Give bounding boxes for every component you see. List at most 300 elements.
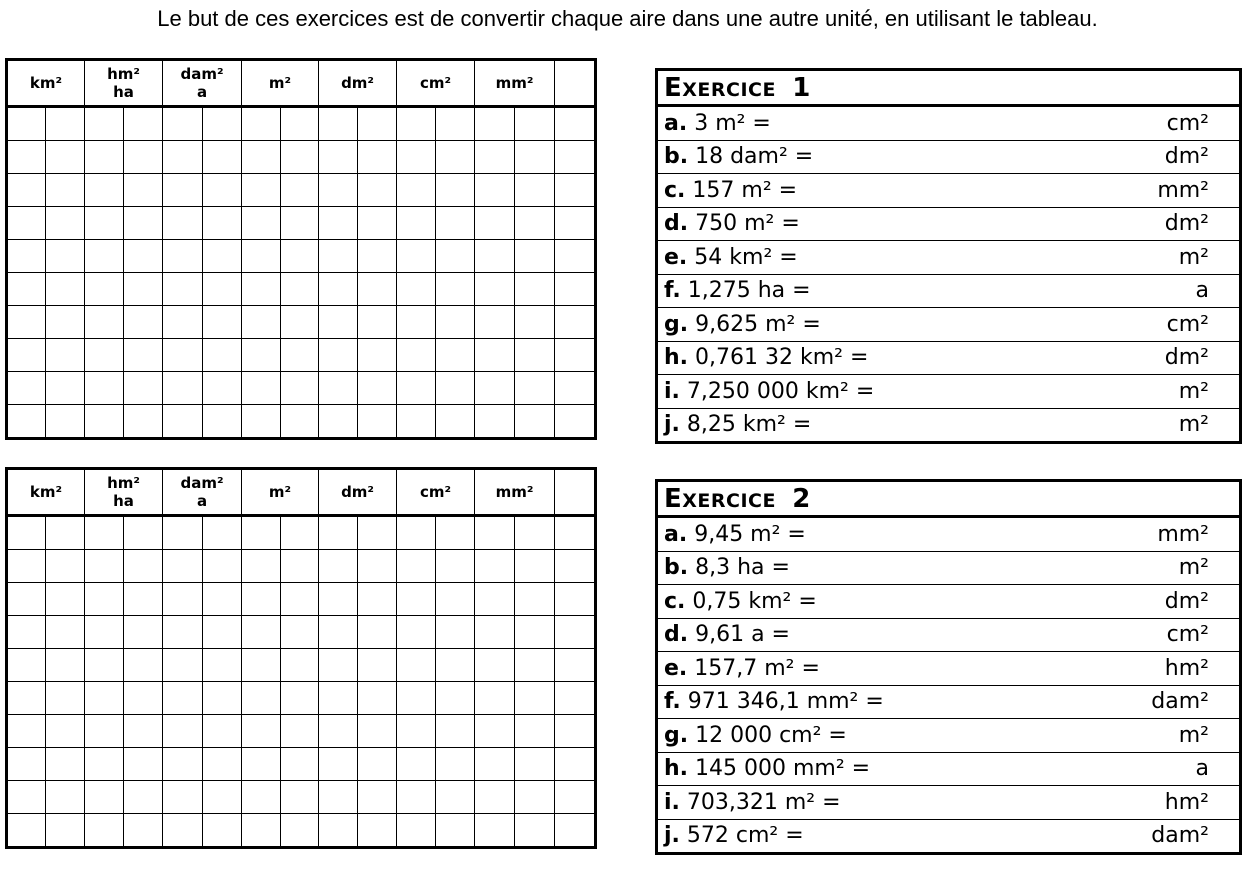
grid-cell[interactable]	[319, 814, 358, 848]
grid-cell[interactable]	[397, 814, 436, 848]
grid-cell[interactable]	[85, 715, 124, 748]
grid-cell[interactable]	[515, 748, 555, 781]
grid-cell[interactable]	[319, 174, 358, 207]
grid-cell[interactable]	[436, 682, 475, 715]
grid-cell[interactable]	[358, 715, 397, 748]
grid-cell[interactable]	[475, 814, 515, 848]
grid-cell[interactable]	[397, 405, 436, 439]
grid-cell[interactable]	[515, 207, 555, 240]
grid-cell[interactable]	[281, 516, 319, 550]
grid-cell[interactable]	[124, 649, 163, 682]
grid-cell[interactable]	[163, 240, 203, 273]
grid-cell[interactable]	[319, 649, 358, 682]
grid-cell[interactable]	[319, 616, 358, 649]
grid-cell[interactable]	[475, 649, 515, 682]
grid-cell[interactable]	[319, 405, 358, 439]
grid-cell[interactable]	[397, 781, 436, 814]
grid-cell[interactable]	[475, 682, 515, 715]
grid-cell[interactable]	[475, 748, 515, 781]
grid-cell[interactable]	[281, 405, 319, 439]
grid-cell[interactable]	[281, 207, 319, 240]
grid-cell[interactable]	[515, 649, 555, 682]
grid-cell[interactable]	[358, 141, 397, 174]
grid-cell[interactable]	[358, 682, 397, 715]
grid-cell[interactable]	[475, 141, 515, 174]
grid-cell[interactable]	[7, 516, 46, 550]
grid-cell[interactable]	[358, 516, 397, 550]
grid-cell[interactable]	[203, 583, 242, 616]
grid-cell[interactable]	[163, 781, 203, 814]
grid-cell[interactable]	[555, 273, 596, 306]
grid-cell[interactable]	[85, 107, 124, 141]
grid-cell[interactable]	[85, 649, 124, 682]
grid-cell[interactable]	[319, 516, 358, 550]
grid-cell[interactable]	[7, 141, 46, 174]
grid-cell[interactable]	[203, 141, 242, 174]
grid-cell[interactable]	[7, 781, 46, 814]
grid-cell[interactable]	[358, 207, 397, 240]
grid-cell[interactable]	[281, 339, 319, 372]
grid-cell[interactable]	[358, 781, 397, 814]
grid-cell[interactable]	[7, 174, 46, 207]
grid-cell[interactable]	[7, 649, 46, 682]
grid-cell[interactable]	[46, 583, 85, 616]
grid-cell[interactable]	[163, 273, 203, 306]
grid-cell[interactable]	[358, 107, 397, 141]
grid-cell[interactable]	[124, 372, 163, 405]
grid-cell[interactable]	[281, 682, 319, 715]
grid-cell[interactable]	[475, 107, 515, 141]
grid-cell[interactable]	[46, 240, 85, 273]
grid-cell[interactable]	[85, 372, 124, 405]
grid-cell[interactable]	[555, 682, 596, 715]
grid-cell[interactable]	[163, 616, 203, 649]
grid-cell[interactable]	[475, 405, 515, 439]
grid-cell[interactable]	[397, 516, 436, 550]
grid-cell[interactable]	[46, 372, 85, 405]
grid-cell[interactable]	[358, 748, 397, 781]
grid-cell[interactable]	[203, 682, 242, 715]
grid-cell[interactable]	[203, 516, 242, 550]
grid-cell[interactable]	[46, 339, 85, 372]
grid-cell[interactable]	[358, 550, 397, 583]
grid-cell[interactable]	[436, 814, 475, 848]
grid-cell[interactable]	[124, 107, 163, 141]
grid-cell[interactable]	[319, 339, 358, 372]
grid-cell[interactable]	[281, 550, 319, 583]
grid-cell[interactable]	[124, 174, 163, 207]
grid-cell[interactable]	[397, 616, 436, 649]
grid-cell[interactable]	[124, 273, 163, 306]
grid-cell[interactable]	[397, 207, 436, 240]
grid-cell[interactable]	[163, 649, 203, 682]
grid-cell[interactable]	[358, 649, 397, 682]
grid-cell[interactable]	[242, 339, 281, 372]
grid-cell[interactable]	[203, 306, 242, 339]
grid-cell[interactable]	[163, 682, 203, 715]
grid-cell[interactable]	[515, 781, 555, 814]
grid-cell[interactable]	[475, 715, 515, 748]
grid-cell[interactable]	[46, 748, 85, 781]
grid-cell[interactable]	[555, 781, 596, 814]
grid-cell[interactable]	[7, 682, 46, 715]
grid-cell[interactable]	[475, 372, 515, 405]
grid-cell[interactable]	[7, 207, 46, 240]
grid-cell[interactable]	[358, 273, 397, 306]
grid-cell[interactable]	[319, 781, 358, 814]
grid-cell[interactable]	[358, 372, 397, 405]
grid-cell[interactable]	[203, 649, 242, 682]
grid-cell[interactable]	[203, 107, 242, 141]
grid-cell[interactable]	[555, 550, 596, 583]
grid-cell[interactable]	[46, 781, 85, 814]
grid-cell[interactable]	[515, 682, 555, 715]
grid-cell[interactable]	[319, 107, 358, 141]
grid-cell[interactable]	[436, 107, 475, 141]
grid-cell[interactable]	[7, 372, 46, 405]
grid-cell[interactable]	[515, 516, 555, 550]
grid-cell[interactable]	[85, 240, 124, 273]
grid-cell[interactable]	[163, 174, 203, 207]
grid-cell[interactable]	[124, 715, 163, 748]
grid-cell[interactable]	[7, 306, 46, 339]
grid-cell[interactable]	[7, 273, 46, 306]
grid-cell[interactable]	[358, 339, 397, 372]
grid-cell[interactable]	[242, 616, 281, 649]
grid-cell[interactable]	[46, 107, 85, 141]
grid-cell[interactable]	[124, 682, 163, 715]
grid-cell[interactable]	[358, 814, 397, 848]
grid-cell[interactable]	[397, 107, 436, 141]
grid-cell[interactable]	[7, 583, 46, 616]
grid-cell[interactable]	[163, 107, 203, 141]
grid-cell[interactable]	[319, 306, 358, 339]
grid-cell[interactable]	[203, 207, 242, 240]
grid-cell[interactable]	[124, 207, 163, 240]
grid-cell[interactable]	[203, 405, 242, 439]
grid-cell[interactable]	[85, 616, 124, 649]
grid-cell[interactable]	[242, 405, 281, 439]
grid-cell[interactable]	[163, 306, 203, 339]
grid-cell[interactable]	[242, 141, 281, 174]
grid-cell[interactable]	[475, 240, 515, 273]
grid-cell[interactable]	[203, 616, 242, 649]
grid-cell[interactable]	[7, 107, 46, 141]
grid-cell[interactable]	[124, 141, 163, 174]
grid-cell[interactable]	[124, 748, 163, 781]
grid-cell[interactable]	[163, 583, 203, 616]
grid-cell[interactable]	[163, 715, 203, 748]
grid-cell[interactable]	[319, 682, 358, 715]
grid-cell[interactable]	[515, 814, 555, 848]
grid-cell[interactable]	[281, 240, 319, 273]
grid-cell[interactable]	[85, 781, 124, 814]
grid-cell[interactable]	[475, 174, 515, 207]
grid-cell[interactable]	[124, 616, 163, 649]
grid-cell[interactable]	[203, 715, 242, 748]
grid-cell[interactable]	[85, 339, 124, 372]
grid-cell[interactable]	[163, 141, 203, 174]
grid-cell[interactable]	[46, 814, 85, 848]
grid-cell[interactable]	[85, 682, 124, 715]
grid-cell[interactable]	[555, 814, 596, 848]
grid-cell[interactable]	[281, 372, 319, 405]
grid-cell[interactable]	[242, 814, 281, 848]
grid-cell[interactable]	[281, 748, 319, 781]
grid-cell[interactable]	[281, 814, 319, 848]
grid-cell[interactable]	[358, 405, 397, 439]
grid-cell[interactable]	[163, 405, 203, 439]
grid-cell[interactable]	[85, 207, 124, 240]
grid-cell[interactable]	[436, 273, 475, 306]
grid-cell[interactable]	[555, 616, 596, 649]
grid-cell[interactable]	[475, 616, 515, 649]
grid-cell[interactable]	[242, 715, 281, 748]
grid-cell[interactable]	[242, 306, 281, 339]
grid-cell[interactable]	[515, 550, 555, 583]
grid-cell[interactable]	[281, 715, 319, 748]
grid-cell[interactable]	[7, 405, 46, 439]
grid-cell[interactable]	[515, 339, 555, 372]
grid-cell[interactable]	[281, 273, 319, 306]
grid-cell[interactable]	[281, 306, 319, 339]
grid-cell[interactable]	[46, 516, 85, 550]
grid-cell[interactable]	[397, 306, 436, 339]
grid-cell[interactable]	[555, 174, 596, 207]
grid-cell[interactable]	[436, 550, 475, 583]
grid-cell[interactable]	[124, 516, 163, 550]
grid-cell[interactable]	[555, 649, 596, 682]
grid-cell[interactable]	[555, 372, 596, 405]
grid-cell[interactable]	[397, 649, 436, 682]
grid-cell[interactable]	[85, 273, 124, 306]
grid-cell[interactable]	[436, 339, 475, 372]
grid-cell[interactable]	[475, 207, 515, 240]
grid-cell[interactable]	[319, 273, 358, 306]
grid-cell[interactable]	[7, 339, 46, 372]
grid-cell[interactable]	[319, 240, 358, 273]
grid-cell[interactable]	[85, 306, 124, 339]
grid-cell[interactable]	[555, 405, 596, 439]
grid-cell[interactable]	[242, 207, 281, 240]
grid-cell[interactable]	[46, 405, 85, 439]
grid-cell[interactable]	[124, 405, 163, 439]
grid-cell[interactable]	[515, 107, 555, 141]
grid-cell[interactable]	[46, 273, 85, 306]
grid-cell[interactable]	[124, 339, 163, 372]
grid-cell[interactable]	[203, 550, 242, 583]
grid-cell[interactable]	[281, 583, 319, 616]
grid-cell[interactable]	[85, 516, 124, 550]
grid-cell[interactable]	[242, 107, 281, 141]
grid-cell[interactable]	[397, 583, 436, 616]
grid-cell[interactable]	[163, 814, 203, 848]
grid-cell[interactable]	[203, 273, 242, 306]
grid-cell[interactable]	[281, 141, 319, 174]
grid-cell[interactable]	[515, 616, 555, 649]
grid-cell[interactable]	[319, 715, 358, 748]
grid-cell[interactable]	[358, 583, 397, 616]
grid-cell[interactable]	[555, 583, 596, 616]
grid-cell[interactable]	[436, 141, 475, 174]
grid-cell[interactable]	[163, 516, 203, 550]
grid-cell[interactable]	[475, 273, 515, 306]
grid-cell[interactable]	[397, 240, 436, 273]
grid-cell[interactable]	[242, 174, 281, 207]
grid-cell[interactable]	[436, 516, 475, 550]
grid-cell[interactable]	[515, 583, 555, 616]
grid-cell[interactable]	[475, 781, 515, 814]
grid-cell[interactable]	[436, 372, 475, 405]
grid-cell[interactable]	[46, 649, 85, 682]
grid-cell[interactable]	[7, 814, 46, 848]
grid-cell[interactable]	[242, 550, 281, 583]
grid-cell[interactable]	[436, 207, 475, 240]
grid-cell[interactable]	[203, 748, 242, 781]
grid-cell[interactable]	[515, 174, 555, 207]
grid-cell[interactable]	[436, 240, 475, 273]
grid-cell[interactable]	[46, 306, 85, 339]
grid-cell[interactable]	[515, 273, 555, 306]
grid-cell[interactable]	[358, 306, 397, 339]
grid-cell[interactable]	[555, 516, 596, 550]
grid-cell[interactable]	[242, 240, 281, 273]
grid-cell[interactable]	[85, 814, 124, 848]
grid-cell[interactable]	[436, 715, 475, 748]
grid-cell[interactable]	[203, 372, 242, 405]
grid-cell[interactable]	[281, 616, 319, 649]
grid-cell[interactable]	[7, 616, 46, 649]
grid-cell[interactable]	[555, 107, 596, 141]
grid-cell[interactable]	[46, 141, 85, 174]
grid-cell[interactable]	[436, 649, 475, 682]
grid-cell[interactable]	[85, 174, 124, 207]
grid-cell[interactable]	[319, 372, 358, 405]
grid-cell[interactable]	[436, 781, 475, 814]
grid-cell[interactable]	[85, 748, 124, 781]
grid-cell[interactable]	[242, 583, 281, 616]
grid-cell[interactable]	[397, 372, 436, 405]
grid-cell[interactable]	[281, 649, 319, 682]
grid-cell[interactable]	[242, 748, 281, 781]
grid-cell[interactable]	[124, 240, 163, 273]
grid-cell[interactable]	[397, 748, 436, 781]
grid-cell[interactable]	[555, 306, 596, 339]
grid-cell[interactable]	[319, 748, 358, 781]
grid-cell[interactable]	[281, 107, 319, 141]
grid-cell[interactable]	[7, 240, 46, 273]
grid-cell[interactable]	[475, 306, 515, 339]
grid-cell[interactable]	[475, 516, 515, 550]
grid-cell[interactable]	[242, 781, 281, 814]
grid-cell[interactable]	[124, 550, 163, 583]
grid-cell[interactable]	[319, 550, 358, 583]
grid-cell[interactable]	[475, 550, 515, 583]
grid-cell[interactable]	[124, 583, 163, 616]
grid-cell[interactable]	[85, 141, 124, 174]
grid-cell[interactable]	[358, 616, 397, 649]
grid-cell[interactable]	[203, 814, 242, 848]
grid-cell[interactable]	[397, 550, 436, 583]
grid-cell[interactable]	[46, 174, 85, 207]
grid-cell[interactable]	[436, 583, 475, 616]
grid-cell[interactable]	[124, 814, 163, 848]
grid-cell[interactable]	[46, 616, 85, 649]
grid-cell[interactable]	[358, 174, 397, 207]
grid-cell[interactable]	[163, 550, 203, 583]
grid-cell[interactable]	[436, 616, 475, 649]
grid-cell[interactable]	[515, 306, 555, 339]
grid-cell[interactable]	[555, 748, 596, 781]
grid-cell[interactable]	[242, 516, 281, 550]
grid-cell[interactable]	[85, 405, 124, 439]
grid-cell[interactable]	[475, 339, 515, 372]
grid-cell[interactable]	[515, 141, 555, 174]
grid-cell[interactable]	[7, 748, 46, 781]
grid-cell[interactable]	[515, 715, 555, 748]
grid-cell[interactable]	[397, 174, 436, 207]
grid-cell[interactable]	[85, 550, 124, 583]
grid-cell[interactable]	[203, 240, 242, 273]
grid-cell[interactable]	[242, 372, 281, 405]
grid-cell[interactable]	[242, 273, 281, 306]
grid-cell[interactable]	[281, 174, 319, 207]
grid-cell[interactable]	[397, 141, 436, 174]
grid-cell[interactable]	[46, 715, 85, 748]
grid-cell[interactable]	[203, 781, 242, 814]
grid-cell[interactable]	[124, 781, 163, 814]
grid-cell[interactable]	[163, 748, 203, 781]
grid-cell[interactable]	[46, 682, 85, 715]
grid-cell[interactable]	[358, 240, 397, 273]
grid-cell[interactable]	[515, 372, 555, 405]
grid-cell[interactable]	[85, 583, 124, 616]
grid-cell[interactable]	[163, 207, 203, 240]
grid-cell[interactable]	[555, 207, 596, 240]
grid-cell[interactable]	[475, 583, 515, 616]
grid-cell[interactable]	[436, 306, 475, 339]
grid-cell[interactable]	[515, 405, 555, 439]
grid-cell[interactable]	[163, 339, 203, 372]
grid-cell[interactable]	[319, 207, 358, 240]
grid-cell[interactable]	[46, 207, 85, 240]
grid-cell[interactable]	[7, 715, 46, 748]
grid-cell[interactable]	[555, 715, 596, 748]
grid-cell[interactable]	[242, 649, 281, 682]
grid-cell[interactable]	[281, 781, 319, 814]
grid-cell[interactable]	[436, 174, 475, 207]
grid-cell[interactable]	[436, 748, 475, 781]
grid-cell[interactable]	[397, 682, 436, 715]
grid-cell[interactable]	[397, 273, 436, 306]
grid-cell[interactable]	[436, 405, 475, 439]
grid-cell[interactable]	[319, 583, 358, 616]
grid-cell[interactable]	[203, 339, 242, 372]
grid-cell[interactable]	[163, 372, 203, 405]
grid-cell[interactable]	[319, 141, 358, 174]
grid-cell[interactable]	[124, 306, 163, 339]
grid-cell[interactable]	[397, 339, 436, 372]
grid-cell[interactable]	[515, 240, 555, 273]
grid-cell[interactable]	[397, 715, 436, 748]
grid-cell[interactable]	[203, 174, 242, 207]
grid-cell[interactable]	[555, 240, 596, 273]
grid-cell[interactable]	[555, 141, 596, 174]
grid-cell[interactable]	[555, 339, 596, 372]
grid-cell[interactable]	[242, 682, 281, 715]
grid-cell[interactable]	[7, 550, 46, 583]
grid-cell[interactable]	[46, 550, 85, 583]
